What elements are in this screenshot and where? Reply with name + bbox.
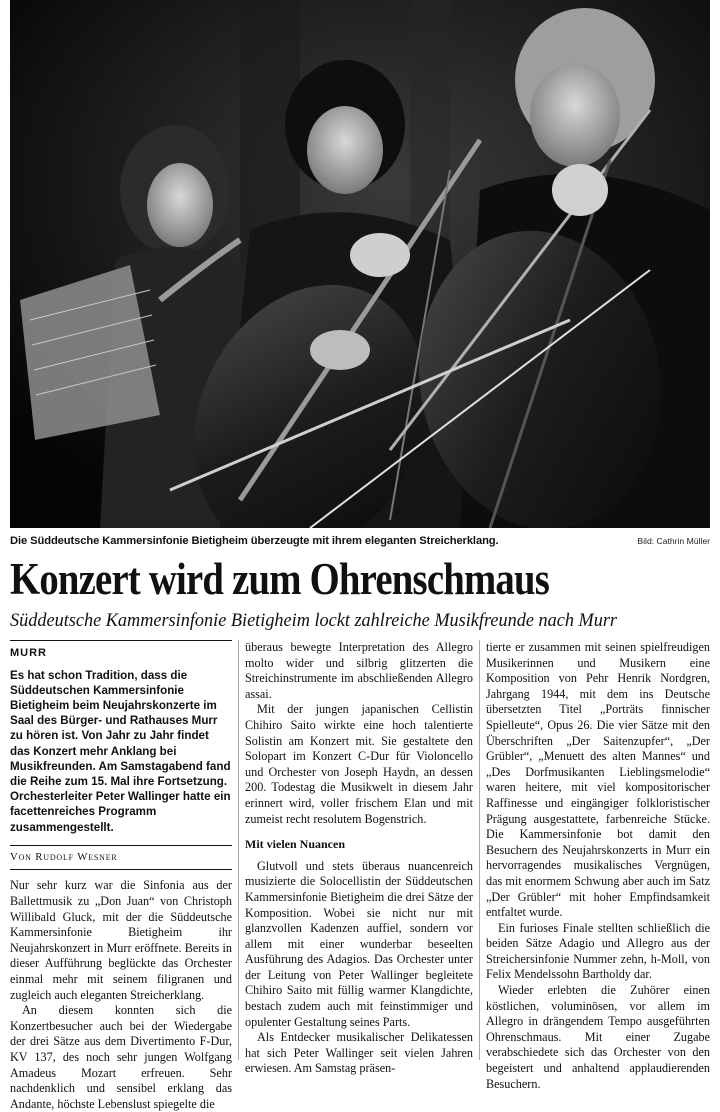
article-column-2	[245, 640, 473, 1077]
paragraph: Glutvoll und stets überaus nuancenreich musizierte die Solocellistin der Süddeutschen Kammersinfonie Bietigheim die drei Sätze der Komposition. Wobei sie nicht nur mit glanzvollen Kadenzen auffiel, sondern vor allem mit einer wunderbar beseelten Ausführung des Adagios. Das Orchester unter der Leitung von Peter Wallinger begleitete Chihiro Saito mit füllig warmer Klangdichte, bestach zudem auch mit feinstimmiger und opulenter Gestaltung seines Parts.	[245, 858, 473, 1029]
article-photo	[10, 0, 710, 528]
photo-credit: Bild: Cathrin Müller	[637, 536, 710, 546]
paragraph: Nur sehr kurz war die Sinfonia aus der Ballettmusik zu „Don Juan“ von Christoph Willibald Gluck, mit der die Süddeutsche Kammersinfonie Bietigheim ihr Neujahrskonzert in Murr eröffnete. Bereits in dieser Aufführung beglückte das Orchester einmal mehr mit seinem filigranen und zugleich auch eleganten Streicherklang.	[10, 878, 232, 1002]
paragraph: Als Entdecker musikalischer Delikatessen hat sich Peter Wallinger seit vielen Jahren erwiesen. Am Samstag präsen-	[245, 1030, 473, 1076]
paragraph: überaus bewegte Interpretation des Allegro molto wider und silbrig glitzerten die Streichinstrumente im abschließenden Allegro assai.	[245, 640, 473, 701]
article-lead: Es hat schon Tradition, dass die Süddeutschen Kammersinfonie Bietigheim beim Neujahrskonzerte im Saal des Bürger- und Rathauses Murr zu hören ist. Von Jahr zu Jahr findet das Konzert mehr Anklang bei Musikfreunden. Am Samstagabend fand die Reihe zum 15. Mal ihre Fortsetzung. Orchesterleiter Peter Wallinger hatte ein facettenreiches Programm zusammengestellt.	[10, 668, 232, 846]
paragraph: Wieder erlebten die Zuhörer einen köstlichen, voluminösen, vor allem im Allegro in drängendem Tempo ausgeführten Ohrenschmaus. Mit einer Zugabe verabschiedete sich das Orchester von den begeistert und anhaltend applaudierenden Besuchern.	[486, 983, 710, 1091]
column-rule	[238, 640, 239, 1060]
article-byline: Von Rudolf Wesner	[10, 850, 232, 871]
photo-caption: Die Süddeutsche Kammersinfonie Bietigheim überzeugte mit ihrem eleganten Streicherklang.	[10, 535, 499, 547]
article-headline: Konzert wird zum Ohrenschmaus	[10, 554, 550, 604]
article-subheadline: Süddeutsche Kammersinfonie Bietigheim lockt zahlreiche Musikfreunde nach Murr	[10, 610, 618, 631]
column-rule	[479, 640, 480, 1060]
paragraph: An diesem konnten sich die Konzertbesucher auch bei der Wiedergabe der drei Sätze aus dem Divertimento F-Dur, KV 137, des noch sehr jungen Wolfgang Amadeus Mozart erfreuen. Sehr nachdenklich und sensibel erklang das Andante, höchste Lebenslust spiegelte die	[10, 1003, 232, 1111]
paragraph: Ein furioses Finale stellten schließlich die beiden Sätze Adagio und Allegro aus der Streichersinfonie Nummer zehn, h-Moll, von Felix Mendelssohn Bartholdy dar.	[486, 920, 710, 982]
photo-caption-row	[10, 531, 710, 551]
article-column-1	[10, 640, 232, 1112]
cellists-illustration	[10, 0, 710, 528]
article-column-3	[486, 640, 710, 1092]
paragraph: tierte er zusammen mit seinen spielfreudigen Musikerinnen und Musikern eine Komposition von Pehr Henrik Nordgren, Jahrgang 1944, mit dem ins Deutsche übersetzten Titel „Porträts finnischer Spielleute“, Opus 26. Die vier Sätze mit den Überschriften „Der Saitenzupfer“, „Der Grübler“, „Menuett des alten Mannes“ und „Des Dorfmusikanten Lieblingsmelodie“ waren heitere, mit viel kompositorischer Raffinesse und eingängiger folkloristischer Prägung ausgestattete, farbenreiche Stücke. Die Kammersinfonie bot damit den Besuchern des Neujahrskonzerts in Murr ein hervorragendes musikalisches Vergnügen, das mit enormem Schwung aber auch im Satz „Der Grübler“ mit hoher Empfindsamkeit entfaltet wurde.	[486, 640, 710, 920]
paragraph: Mit der jungen japanischen Cellistin Chihiro Saito wirkte eine hoch talentierte Solistin am Konzert mit. Sie gestaltete den Solopart im Konzert C-Dur für Violoncello und Orchester von Joseph Haydn, an dessen 200. Todestag die Musikwelt in diesem Jahr erinnert wird, voller frischem Elan und mit zumeist recht resolutem Bogenstrich.	[245, 702, 473, 826]
article-subhead: Mit vielen Nuancen	[245, 837, 345, 852]
article-dateline: MURR	[10, 640, 232, 662]
